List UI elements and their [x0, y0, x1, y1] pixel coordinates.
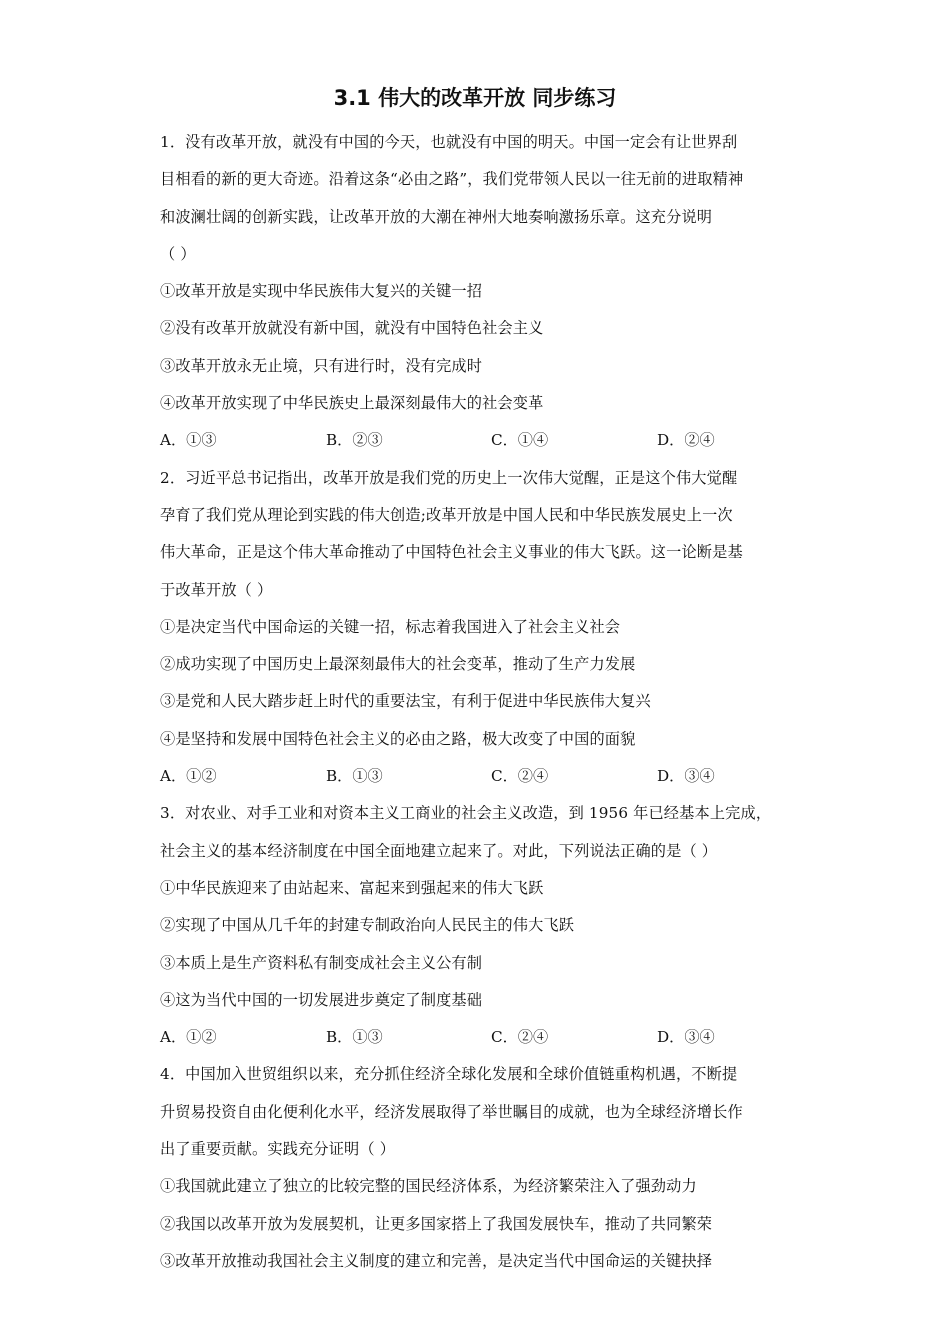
question-1-statement: ③改革开放永无止境，只有进行时，没有完成时: [160, 356, 483, 375]
question-4-stem-line: 4．中国加入世贸组织以来，充分抓住经济全球化发展和全球价值链重构机遇，不断提: [160, 1065, 738, 1084]
question-4: [160, 1056, 795, 1280]
question-3-options: [160, 1019, 795, 1056]
question-2-statement: ②成功实现了中国历史上最深刻最伟大的社会变革，推动了生产力发展: [160, 655, 636, 674]
question-4-statement: ③改革开放推动我国社会主义制度的建立和完善，是决定当代中国命运的关键抉择: [160, 1251, 713, 1270]
question-2-stem-line: 于改革开放（ ）: [160, 580, 273, 599]
question-2-statement: ③是党和人民大踏步赶上时代的重要法宝，有利于促进中华民族伟大复兴: [160, 692, 651, 711]
option-b[interactable]: B．②③: [326, 431, 383, 450]
option-b[interactable]: B．①③: [326, 767, 383, 786]
question-4-stem-line: 升贸易投资自由化便利化水平，经济发展取得了举世瞩目的成就，也为全球经济增长作: [160, 1102, 743, 1121]
option-d[interactable]: D．②④: [657, 431, 715, 450]
option-d[interactable]: D．③④: [657, 767, 715, 786]
question-4-stem-line: 出了重要贡献。实践充分证明（ ）: [160, 1140, 396, 1159]
option-a[interactable]: A．①③: [160, 431, 217, 450]
option-c[interactable]: C．②④: [491, 767, 549, 786]
option-c[interactable]: C．①④: [491, 431, 549, 450]
option-a[interactable]: A．①②: [160, 767, 217, 786]
question-4-statement: ②我国以改革开放为发展契机，让更多国家搭上了我国发展快车，推动了共同繁荣: [160, 1214, 713, 1233]
question-2-statement: ④是坚持和发展中国特色社会主义的必由之路，极大改变了中国的面貌: [160, 729, 636, 748]
question-1-stem-line: 1．没有改革开放，就没有中国的今天，也就没有中国的明天。中国一定会有让世界刮: [160, 133, 738, 151]
question-list: [160, 124, 795, 1280]
question-3-statement: ③本质上是生产资料私有制变成社会主义公有制: [160, 953, 483, 972]
question-2-options: [160, 758, 795, 795]
question-3-stem-line: 3．对农业、对手工业和对资本主义工商业的社会主义改造，到 1956 年已经基本上完成，: [160, 804, 772, 823]
question-1-statement: ①改革开放是实现中华民族伟大复兴的关键一招: [160, 282, 483, 301]
question-1-statement: ②没有改革开放就没有新中国，就没有中国特色社会主义: [160, 319, 544, 338]
question-1-stem-line: （ ）: [160, 244, 196, 263]
question-2-stem-line: 2．习近平总书记指出，改革开放是我们党的历史上一次伟大觉醒，正是这个伟大觉醒: [160, 468, 738, 487]
option-a[interactable]: A．①②: [160, 1028, 217, 1047]
question-2: [160, 460, 795, 796]
option-c[interactable]: C．②④: [491, 1028, 549, 1047]
question-3-statement: ④这为当代中国的一切发展进步奠定了制度基础: [160, 990, 483, 1009]
question-3-statement: ②实现了中国从几千年的封建专制政治向人民民主的伟大飞跃: [160, 916, 575, 935]
question-2-statement: ①是决定当代中国命运的关键一招，标志着我国进入了社会主义社会: [160, 617, 621, 636]
question-1-stem-line: 和波澜壮阔的创新实践，让改革开放的大潮在神州大地奏响激扬乐章。这充分说明: [160, 207, 713, 226]
question-1-stem-line: 目相看的新的更大奇迹。沿着这条“必由之路”，我们党带领人民以一往无前的进取精神: [160, 170, 744, 189]
question-2-stem-line: 孕育了我们党从理论到实践的伟大创造;改革开放是中国人民和中华民族发展史上一次: [160, 505, 733, 524]
question-1: [160, 124, 795, 460]
option-d[interactable]: D．③④: [657, 1028, 715, 1047]
question-3-stem-line: 社会主义的基本经济制度在中国全面地建立起来了。对此，下列说法正确的是（ ）: [160, 841, 718, 860]
question-1-options: [160, 422, 795, 459]
question-1-statement: ④改革开放实现了中华民族史上最深刻最伟大的社会变革: [160, 394, 544, 413]
question-4-statement: ①我国就此建立了独立的比较完整的国民经济体系，为经济繁荣注入了强劲动力: [160, 1177, 697, 1196]
question-3: [160, 795, 795, 1056]
question-3-statement: ①中华民族迎来了由站起来、富起来到强起来的伟大飞跃: [160, 878, 544, 897]
page-title: 3.1 伟大的改革开放 同步练习: [333, 86, 617, 110]
option-b[interactable]: B．①③: [326, 1028, 383, 1047]
question-2-stem-line: 伟大革命，正是这个伟大革命推动了中国特色社会主义事业的伟大飞跃。这一论断是基: [160, 543, 743, 562]
